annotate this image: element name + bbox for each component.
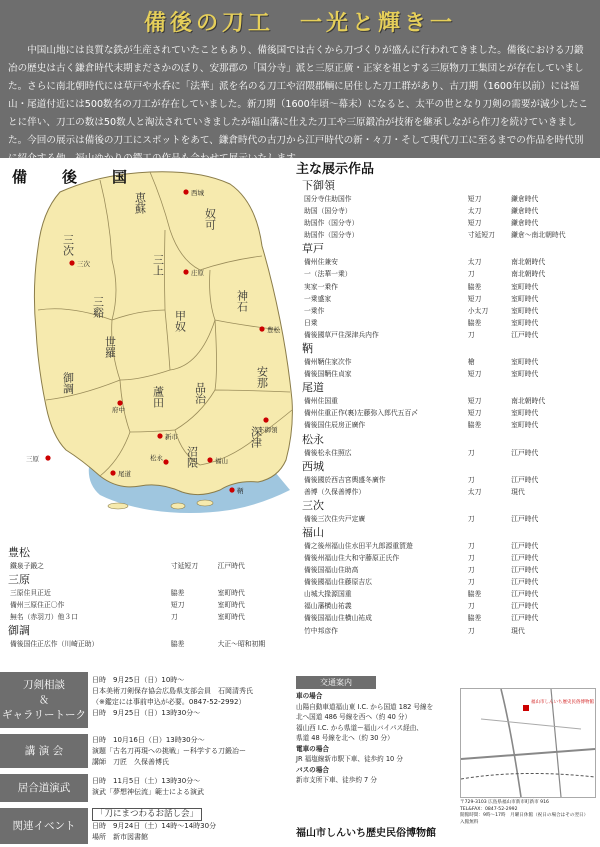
region-label: 深津 (249, 426, 263, 448)
exhibit-row (296, 317, 596, 329)
region-label: 恵蘇 (133, 192, 147, 214)
city-dot (110, 470, 115, 475)
city-dot (207, 457, 212, 462)
exhibit-era: 鎌倉時代 (511, 195, 539, 203)
city-dot (45, 455, 50, 460)
exhibit-name: 鐵泉子鍛之 (10, 562, 44, 570)
exhibit-era: 江戸時代 (511, 475, 539, 484)
exhibit-era: 南北朝時代 (511, 258, 546, 267)
exhibit-row (296, 256, 596, 268)
header-banner (0, 0, 600, 164)
exhibit-row (296, 576, 596, 588)
city-label: 新市 (165, 433, 178, 441)
bingo-map (0, 160, 300, 540)
exhibit-name: 備州住兼安 (304, 258, 338, 267)
region-label: 沼隈 (185, 446, 199, 468)
exhibit-row (296, 564, 596, 576)
region-label: 甲奴 (173, 310, 187, 332)
exhibit-name: 備後州福山住大和守藤原正氏作 (304, 553, 400, 562)
event-label-iaido (0, 774, 88, 802)
exhibit-name: 助国作（国分寺） (304, 219, 359, 228)
city-dot (117, 400, 122, 405)
exhibit-row (296, 193, 596, 205)
exhibit-row (6, 560, 298, 572)
access-title: 交通案内 (296, 676, 376, 689)
event-line: 日本美術刀剣保存協会広島県支部会員 石岡清秀氏 (92, 687, 253, 695)
exhibit-group-name: 御調 (8, 624, 30, 638)
event-line: 日時 9月25日（日）10時〜 (92, 676, 185, 684)
exhibit-group-name: 福山 (302, 525, 324, 539)
event-line (92, 808, 290, 821)
exhibit-row (296, 513, 596, 525)
exhibit-name: 助国作（国分寺） (304, 231, 359, 240)
exhibit-type: 太刀 (467, 487, 482, 496)
exhibit-era: 室町時代 (217, 589, 245, 598)
city-label: 鞆 (237, 487, 244, 495)
exhibit-era: 室町時代 (511, 318, 539, 327)
region-label: 三次 (61, 234, 75, 256)
city-dot (183, 269, 188, 274)
city-label: 府中 (112, 406, 125, 414)
exhibit-era: 室町時代 (511, 282, 539, 291)
exhibit-era: 南北朝時代 (511, 397, 546, 406)
city-label: 松永 (150, 454, 163, 462)
exhibit-name: 備後國福山住藤原吉広 (304, 578, 372, 587)
exhibit-name: 一乗盛家 (304, 294, 332, 303)
event-label-text: 居合道演武 (17, 781, 71, 794)
map-museum-label: 福山市しんいち歴史民俗博物館 (531, 700, 594, 705)
exhibit-row (296, 281, 596, 293)
exhibit-row (296, 625, 596, 637)
map-graphic (0, 160, 300, 540)
exhibit-type: 刀 (467, 626, 475, 635)
exhibit-row (296, 540, 596, 552)
exhibit-type: 刀 (467, 566, 475, 575)
exhibit-name: 福山藩横山祐義 (304, 602, 352, 611)
exhibit-row (296, 588, 596, 600)
exhibit-era: 南北朝時代 (511, 270, 546, 279)
exhibit-row (296, 305, 596, 317)
contact-line: TEL&FAX：0847-52-2992 (460, 806, 518, 812)
access-head: 車の場合 (296, 692, 323, 700)
exhibit-name: 備後國草戸住深津兵内作 (304, 330, 379, 339)
exhibit-name: 山城大掾源国重 (304, 590, 352, 599)
event-line: （※鑑定には事前申込が必要。0847-52-2992） (92, 698, 246, 706)
left-exhibits-list (6, 545, 298, 650)
exhibit-type: 太刀 (467, 207, 482, 216)
city-dot (69, 260, 74, 265)
island (197, 500, 213, 506)
exhibit-name: 備州鞆住家次作 (304, 358, 352, 367)
exhibit-name: 備後三次住宍戸定廣 (304, 514, 366, 523)
exhibits-list (296, 162, 596, 637)
exhibit-group-name: 三原 (8, 573, 30, 587)
access-section (296, 676, 596, 844)
region-label: 世羅 (103, 336, 117, 358)
exhibit-group-name: 松永 (302, 432, 324, 446)
region-label: 安那 (255, 366, 269, 388)
exhibit-name: 備後国福山住横山祐成 (304, 614, 372, 623)
event-body-iaido (92, 776, 290, 798)
access-line: 福山西 I.C. から県道ー福山バイパス経由、 (296, 723, 423, 732)
exhibit-era: 江戸時代 (511, 566, 539, 575)
city-label: 三次 (77, 260, 90, 268)
exhibit-era: 江戸時代 (511, 553, 539, 562)
city-label: 庄原 (191, 269, 204, 277)
exhibit-era: 室町時代 (511, 409, 539, 418)
events-section (0, 672, 290, 847)
exhibit-name: 国分寺住助国作 (304, 195, 352, 203)
exhibit-type: 短刀 (467, 195, 482, 203)
exhibit-era: 江戸時代 (217, 562, 245, 570)
exhibit-type: 短刀 (467, 294, 482, 303)
exhibit-era: 室町時代 (511, 306, 539, 315)
exhibit-row (296, 205, 596, 217)
event-label-lecture (0, 734, 88, 768)
exhibit-type: 寸延短刀 (467, 231, 495, 240)
exhibit-name: 日乗 (304, 318, 318, 327)
exhibit-row (296, 474, 596, 486)
exhibit-row (296, 356, 596, 368)
exhibit-name: 善博（久保善博作） (304, 487, 366, 496)
exhibit-type: 槍 (467, 358, 475, 367)
exhibit-type: 脇差 (467, 421, 482, 430)
exhibit-type: 刀 (467, 475, 475, 484)
city-label: 尾道 (118, 470, 131, 478)
access-line: 北へ国道 486 号線を西へ（約 40 分） (296, 713, 412, 721)
exhibit-name: 備州住国重 (304, 397, 338, 406)
event-body-related (92, 808, 290, 843)
museum-marker (523, 705, 529, 711)
exhibit-era: 室町時代 (511, 294, 539, 303)
exhibit-name: 備之後州福山住水田平九郎源重賀遊 (304, 541, 413, 550)
exhibit-row (6, 611, 298, 623)
access-text (296, 691, 466, 786)
exhibit-type: 刀 (467, 578, 475, 587)
exhibit-era: 江戸時代 (511, 590, 539, 599)
museum-name: 福山市しんいち歴史民俗博物館 (296, 828, 436, 839)
city-label: 下御領 (258, 426, 278, 434)
city-dot (229, 487, 234, 492)
exhibit-type: 脇差 (467, 590, 482, 599)
exhibit-era: 室町時代 (217, 613, 245, 622)
exhibit-era: 江戸時代 (511, 578, 539, 587)
island (171, 503, 185, 509)
city-label: 豊松 (267, 326, 280, 334)
event-line: 日時 11月5日（土）13時30分〜 (92, 777, 201, 785)
city-label: 西城 (191, 189, 204, 197)
exhibit-era: 室町時代 (217, 601, 245, 610)
exhibit-type: 短刀 (467, 397, 482, 406)
exhibit-era: 鎌倉時代 (511, 207, 539, 216)
intro-text: 中国山地には良質な鉄が生産されていたこともあり、備後国では古くから刀づくりが盛んに行われてきました。備後における刀鍛冶の歴史は古く鎌倉時代末期まださかのぼり、安那郡の「国分寺」派と三原正廣・正家を祖とする三原物刀工集団とが存在していました。さらに南北朝時代には草戸や水呑に「法華」派を名のる刀工や沼隈郡輌に居住した刀工群があり、古刀期（1600年以前）には福山・尾道付近には500数名の刀工が存在していました。新刀期（1600年頃〜幕末）になると、太平の世となり刀剣の需要が減少したことに伴い、刀工の数は50数人と淘汰されていきましたが福山藩に仕えた刀工や三原鍛冶が技術を継承しながら作刀を続けていきました。今回の展示は備後の刀工にスポットをあて、鎌倉時代の古刀から江戸時代の新・々刀・そして現代刀工に至るまでの作品を時代別に紹介する他、福山ゆかりの鍔工の作品も合わせて展示いたします。 (8, 45, 588, 164)
event-line: 講師 刀匠 久保善博氏 (92, 758, 169, 766)
exhibit-era: 大正〜昭和初期 (217, 640, 266, 649)
exhibit-group-name: 草戸 (302, 242, 324, 256)
contact-line: 〒729-3103 広島県福山市新市町新市 916 (460, 800, 549, 805)
exhibit-era: 室町時代 (511, 421, 539, 430)
title-sub: 一光と輝き一 (300, 10, 457, 36)
exhibit-type: 短刀 (467, 409, 482, 418)
exhibit-type: 脇差 (467, 318, 482, 327)
exhibit-name: 備後松永住照広 (304, 448, 352, 457)
exhibit-row (296, 395, 596, 407)
event-line: 日時 9月25日（日）13時30分〜 (92, 709, 201, 717)
city-label: 福山 (215, 457, 228, 465)
access-line: 新市支所下車、徒歩約 7 分 (296, 776, 377, 784)
exhibit-type: 脇差 (170, 640, 185, 649)
region-label: 御調 (61, 372, 75, 394)
exhibit-name: 実家一乗作 (304, 282, 338, 291)
exhibit-name: 助国（国分寺） (304, 207, 352, 216)
exhibit-name: 備後国福山住助高 (304, 566, 359, 575)
exhibit-name: 備後国鞆住貞家 (304, 370, 352, 379)
exhibit-type: 脇差 (170, 589, 185, 598)
exhibit-era: 現代 (511, 626, 525, 635)
city-dot (259, 326, 264, 331)
city-dot (163, 459, 168, 464)
exhibit-row (296, 600, 596, 612)
exhibit-era: 室町時代 (511, 358, 539, 367)
exhibit-type: 刀 (467, 514, 475, 523)
exhibit-name: 三原住貝正近 (10, 589, 51, 598)
exhibit-row (6, 638, 298, 650)
exhibit-era: 江戸時代 (511, 330, 539, 339)
region-label: 神石 (235, 290, 249, 312)
exhibit-type: 太刀 (467, 258, 482, 267)
exhibit-name: 備後國於西吉宮輿盛冬廣作 (304, 475, 386, 484)
event-line: 演題「古名刀再現への挑戦」ー科学する刀鍛冶ー (92, 747, 246, 755)
region-label: 奴可 (203, 208, 217, 230)
access-map (460, 688, 596, 798)
exhibit-group-name: 三次 (302, 498, 324, 512)
exhibit-type: 刀 (467, 602, 475, 611)
exhibit-era: 江戸時代 (511, 514, 539, 523)
exhibit-era: 江戸時代 (511, 541, 539, 550)
exhibit-row (296, 293, 596, 305)
exhibit-row (296, 552, 596, 564)
contact-info (460, 800, 594, 826)
region-label: 品治 (193, 382, 207, 404)
exhibit-era: 江戸時代 (511, 448, 539, 457)
event-label-text: 刀剣相談 ＆ ギャラリートーク (2, 678, 86, 721)
page-title (0, 6, 600, 37)
exhibit-name: 一乗作 (304, 306, 325, 315)
event-label-consult (0, 672, 88, 728)
exhibit-row (296, 486, 596, 498)
title-main: 備後の刀工 (143, 10, 274, 36)
access-line: 県道 48 号線を北へ（約 30 分） (296, 734, 394, 742)
exhibit-name: 竹中邦彦作 (304, 626, 338, 635)
region-label: 三上 (151, 254, 165, 276)
exhibit-row (296, 407, 596, 419)
exhibit-type: 刀 (467, 330, 475, 339)
contact-line: 開館時間：9時〜17時 月曜日休館（祝日の場合はその翌日） (460, 813, 589, 818)
exhibit-era: 鎌倉〜南北朝時代 (511, 231, 566, 240)
exhibit-type: 刀 (467, 553, 475, 562)
exhibit-type: 小太刀 (467, 306, 489, 315)
access-head: 電車の場合 (296, 744, 329, 753)
event-line: 演武「夢想神伝流」範士による演武 (92, 788, 204, 796)
map-title: 備 後 国 (12, 168, 138, 186)
region-label: 三谿 (91, 296, 105, 318)
exhibit-name: 備州三原住正〇作 (10, 601, 65, 610)
exhibits-title: 主な展示作品 (296, 162, 375, 177)
event-highlight: 「刀にまつわるお話し会」 (92, 808, 202, 821)
city-label: 三原 (26, 455, 39, 463)
exhibit-type: 刀 (467, 448, 475, 457)
exhibit-row (296, 229, 596, 241)
access-line: JR 福塩線新市駅下車、徒歩約 10 分 (296, 755, 403, 763)
exhibit-group-name: 西城 (302, 459, 324, 473)
access-head: バスの場合 (296, 765, 329, 774)
exhibit-row (6, 587, 298, 599)
exhibit-row (296, 612, 596, 624)
city-dot (263, 417, 268, 422)
exhibit-row (296, 419, 596, 431)
island (108, 503, 128, 509)
event-label-text: 講 演 会 (24, 744, 64, 757)
exhibit-era: 鎌倉時代 (511, 219, 539, 228)
exhibit-era: 江戸時代 (511, 614, 539, 623)
exhibit-name: 無名（赤羽刀）他３口 (10, 613, 78, 622)
exhibit-type: 脇差 (467, 282, 482, 291)
exhibit-groups (296, 179, 596, 637)
event-line: 日時 10月16日（日）13時30分〜 (92, 736, 205, 744)
exhibit-row (296, 217, 596, 229)
exhibit-row (296, 329, 596, 341)
event-body-consult (92, 675, 290, 719)
exhibit-era: 現代 (511, 487, 525, 496)
exhibit-era: 江戸時代 (511, 602, 539, 611)
exhibit-type: 刀 (467, 541, 475, 550)
exhibit-group-name: 下御領 (302, 179, 335, 192)
exhibit-name: 一（法華一乗） (304, 270, 352, 279)
region-label: 蘆田 (151, 386, 165, 408)
exhibit-row (296, 368, 596, 380)
exhibit-row (296, 268, 596, 280)
exhibit-type: 刀 (170, 613, 178, 622)
event-line: 日時 9月24日（土）14時〜14時30分 (92, 822, 217, 830)
city-dot (183, 189, 188, 194)
event-line: 場所 新市図書館 (92, 833, 148, 841)
event-body-lecture (92, 735, 290, 768)
exhibit-type: 短刀 (467, 219, 482, 228)
contact-line: 入館無料 (460, 819, 479, 825)
exhibit-group-name: 豊松 (8, 546, 30, 559)
exhibit-row (296, 447, 596, 459)
exhibit-name: 備州住重正作(裏)左藤弥入郎代五百〆 (304, 409, 419, 418)
exhibit-row (6, 599, 298, 611)
exhibit-type: 脇差 (467, 614, 482, 623)
exhibit-name: 備後国住辰房正廣作 (304, 421, 366, 430)
exhibit-type: 刀 (467, 270, 475, 279)
exhibit-type: 短刀 (467, 370, 482, 379)
event-label-related (0, 808, 88, 844)
exhibit-type: 短刀 (170, 601, 185, 610)
access-line: 山陽自動車道福山東 I.C. から国道 182 号線を (296, 702, 434, 711)
exhibit-group-name: 鞆 (302, 342, 313, 356)
exhibit-era: 室町時代 (511, 370, 539, 379)
access-map-graphic (461, 689, 595, 797)
city-dot (157, 433, 162, 438)
exhibit-name: 備後国住正広作（川崎正助） (10, 640, 99, 649)
exhibit-type: 寸延短刀 (170, 562, 199, 570)
exhibit-group-name: 尾道 (302, 381, 324, 395)
event-label-text: 関連イベント (12, 819, 76, 832)
